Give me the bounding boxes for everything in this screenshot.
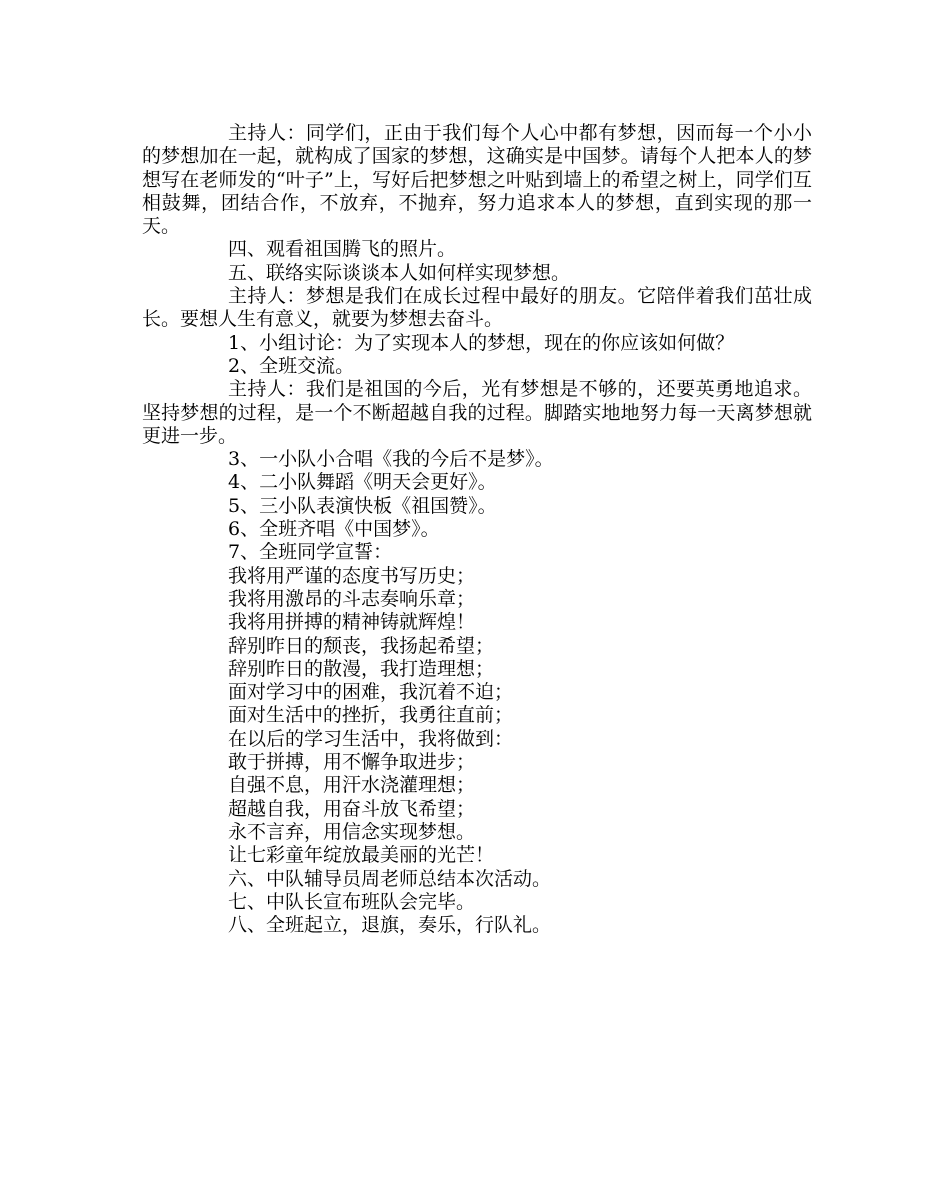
paragraph-step-6: 6、全班齐唱《中国梦》。 (228, 518, 440, 541)
paragraph-host-future: 主持人：我们是祖国的今后，光有梦想是不够的，还要英勇地追求。坚持梦想的过程，是一个不断超越自我的过程。脚踏实地地努力每一天离梦想就更进一步。 (142, 378, 812, 447)
paragraph-item-6: 六、中队辅导员周老师总结本次活动。 (228, 867, 552, 890)
paragraph-step-5: 5、三小队表演快板《祖国赞》。 (228, 494, 497, 517)
paragraph-step-3: 3、一小队小合唱《我的今后不是梦》。 (228, 448, 554, 471)
document-body (142, 122, 812, 937)
oath-line: 超越自我，用奋斗放飞希望； (228, 797, 476, 820)
paragraph-step-7: 7、全班同学宣誓： (228, 541, 393, 564)
oath-line: 辞别昨日的散漫，我打造理想； (228, 657, 495, 680)
oath-line: 让七彩童年绽放最美丽的光芒！ (228, 844, 495, 867)
paragraph-host-dream-friend: 主持人：梦想是我们在成长过程中最好的朋友。它陪伴着我们茁壮成长。要想人生有意义，就要为梦想去奋斗。 (142, 285, 812, 331)
paragraph-item-7: 七、中队长宣布班队会完毕。 (228, 890, 476, 913)
oath-line: 在以后的学习生活中，我将做到： (228, 727, 514, 750)
oath-line: 我将用拼搏的精神铸就辉煌！ (228, 611, 476, 634)
oath-line: 永不言弃，用信念实现梦想。 (228, 820, 476, 843)
paragraph-step-4: 4、二小队舞蹈《明天会更好》。 (228, 471, 497, 494)
oath-line: 我将用严谨的态度书写历史； (228, 564, 476, 587)
oath-line: 辞别昨日的颓丧，我扬起希望； (228, 634, 495, 657)
oath-line: 面对学习中的困难，我沉着不迫； (228, 681, 514, 704)
paragraph-item-4: 四、观看祖国腾飞的照片。 (228, 238, 457, 261)
oath-line: 面对生活中的挫折，我勇往直前； (228, 704, 514, 727)
oath-line: 我将用激昂的斗志奏响乐章； (228, 587, 476, 610)
paragraph-item-8: 八、全班起立，退旗，奏乐，行队礼。 (228, 914, 552, 937)
paragraph-host-dream-tree: 主持人：同学们，正由于我们每个人心中都有梦想，因而每一个小小的梦想加在一起，就构成了国家的梦想，这确实是中国梦。请每个人把本人的梦想写在老师发的“叶子”上，写好后把梦想之叶贴到墙上的希望之树上，同学们互相鼓舞，团结合作，不放弃，不抛弃，努力追求本人的梦想，直到实现的那一天。 (142, 122, 812, 238)
paragraph-item-5: 五、联络实际谈谈本人如何样实现梦想。 (228, 261, 571, 284)
oath-line: 敢于拼搏，用不懈争取进步； (228, 751, 476, 774)
oath-line: 自强不息，用汗水浇灌理想； (228, 774, 476, 797)
paragraph-step-1: 1、小组讨论：为了实现本人的梦想，现在的你应该如何做？ (228, 331, 735, 354)
paragraph-step-2: 2、全班交流。 (228, 354, 355, 377)
